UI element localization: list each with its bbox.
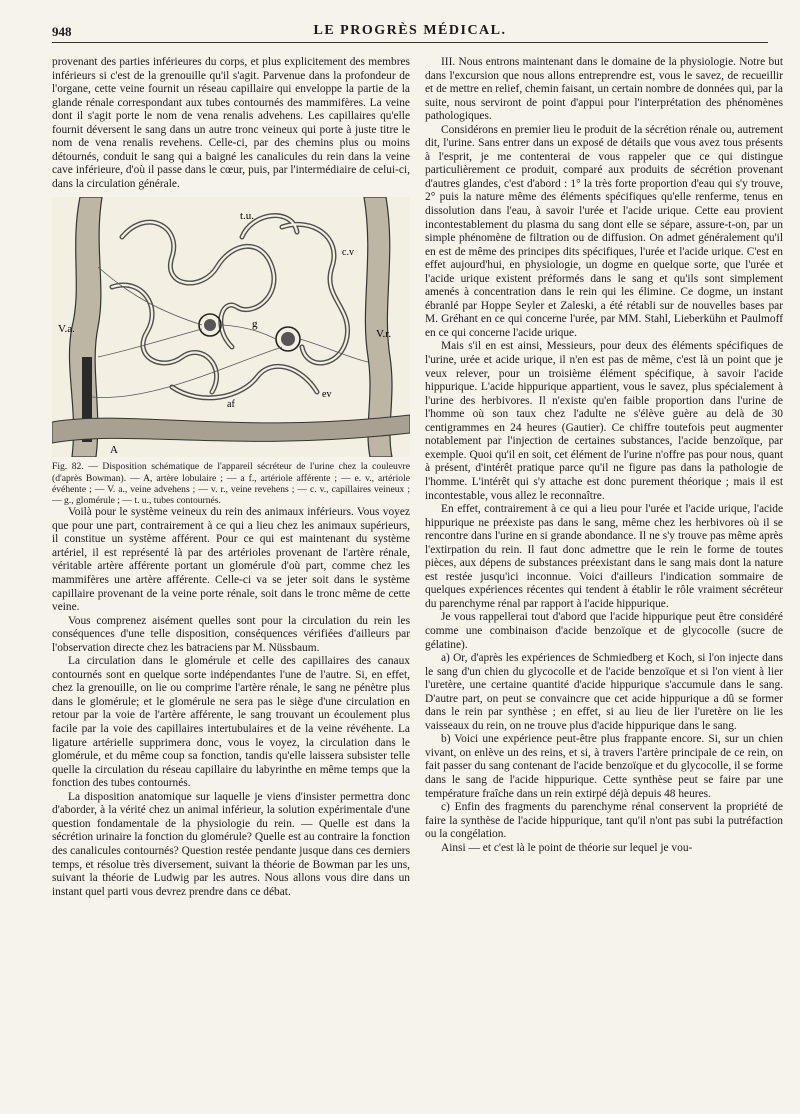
paragraph: La disposition anatomique sur laquelle je viens d'insister permettra donc d'aborder, à la vérité chez un animal inférieur, la solution expérimentale d'une question fondamentale de la physiologie du rein. — Quelle est dans la sécrétion urinaire la fonction du glomérule? Quelle est au contraire la fonction des canalicules contournés? Question restée pendante jusque dans ces derniers temps, et résolue très diversement, suivant la théorie de Bowman par les uns, suivant la théorie de Ludwig par les autres. Nous allons vous dire dans un instant quel parti vous devrez prendre dans ce débat. [52,790,410,898]
page-header [52,22,768,43]
paragraph: c) Enfin des fragments du parenchyme rénal conservent la propriété de faire la synthèse de l'acide hippurique, tant qu'il n'ont pas subi la putréfaction ou la congélation. [425,801,783,841]
label-vr: V.r. [376,328,392,341]
left-column [52,56,410,899]
kidney-secretory-apparatus-diagram [52,197,410,457]
figure-caption: Fig. 82. — Disposition schématique de l'appareil sécréteur de l'urine chez la couleuvre (d'après Bowman). — A, artère lobulaire ; — a f., artériole afférente ; — e. v., artériole évéhente ; — V. a., veine advehens ; — v. r., veine revehens ; — c. v., capillaires veineux ; — g., glomérule ; — t. u., tubes contournés. [52,461,410,507]
label-va: V.a. [58,323,75,336]
paragraph: III. Nous entrons maintenant dans le domaine de la physiologie. Notre but dans l'excursion que nous allons entreprendre est, vous le savez, de recueillir et de mettre en relief, chemin faisant, un certain nombre de données qui, par la suite, nous serviront de point d'appui pour l'interprétation des phénomènes pathologiques. [425,56,783,123]
paragraph: Vous comprenez aisément quelles sont pour la circulation du rein les conséquences d'une telle disposition, conséquences vérifiées d'ailleurs par l'observation directe chez les batraciens par M. Nüssbaum. [52,614,410,654]
paragraph: En effet, contrairement à ce qui a lieu pour l'urée et l'acide urique, l'acide hippurique ne préexiste pas dans le sang, même chez les herbivores où il se rencontre dans l'urine en si grande abondance. Il ne s'y trouve pas même après l'extirpation du rein. Il faut donc admettre que le rein le forme de toutes pièces, aux dépens de substances préexistant dans le sang mais dont la nature est restée jusqu'ici inconnue. Voici d'ailleurs l'indication sommaire de quelques expériences récentes qui tendent à établir le rôle vraiment sécréteur du parenchyme rénal par rapport à l'acide hippurique. [425,503,783,610]
label-tu: t.u. [240,210,255,223]
paragraph: La circulation dans le glomérule et celle des capillaires des canaux contournés sont en quelque sorte indépendantes l'une de l'autre. Si, en effet, chez la grenouille, on lie ou comprime l'artère rénale, le sang ne pénètre plus dans le glomérule; et le glomérule ne sera pas le siège d'une circulation en retour par la voie de l'artère afférente, le sang trouvant un écoulement plus facile par la voie des capillaires intertubulaires et de la veine révéhente. La ligature artérielle supprimera donc, vous le voyez, la circulation dans le glomérule, et du même coup sa fonction, tandis qu'elle laissera subsister telle quelle la circulation du réseau capillaire du labyrinthe en même temps que la fonction des tubes contournés. [52,655,410,790]
paragraph: b) Voici une expérience peut-être plus frappante encore. Si, sur un chien vivant, on enlève un des reins, et si, à travers l'artère principale de ce rein, on fait passer du sang contenant de l'acide benzoïque et du glycocolle, il se forme dans le sang de l'acide hippurique. Cette synthèse peut se faire par une température fraîche dans un rein extirpé déjà depuis 48 heures. [425,733,783,800]
paragraph: a) Or, d'après les expériences de Schmiedberg et Koch, si l'on injecte dans le sang d'un chien du glycocolle et de l'acide benzoïque et si l'on vient à lier l'uretère, une certaine quantité d'acide hippurique s'accumule dans le sang. D'autre part, on peut se convaincre que cet acide hippurique a dû se former dans le rein par synthèse ; en effet, si au lieu de lier l'uretère on lie les vaisseaux du rein, on ne trouve plus d'acide hippurique dans le sang. [425,652,783,732]
page-number: 948 [52,24,72,39]
label-cv: c.v [342,247,354,259]
paragraph: Mais s'il en est ainsi, Messieurs, pour deux des éléments spécifiques de l'urine, urée et acide urique, il n'en est pas de même, c'est là un point que je veux relever, pour un troisième élément spécifique, à savoir l'acide hippurique. L'acide hippurique appartient, vous le savez, plus spécialement à l'urine des herbivores. Il n'existe qu'en faible proportion dans l'urine de l'homme où son taux chez l'adulte ne s'élève guère au delà de 30 centigrammes en 24 heures (Gautier). Ce chiffre toutefois peut augmenter notablement par l'injection de certaines substances, l'acide benzoïque, par exemple. Quoi qu'il en soit, cet élément de l'urine n'offre pas pour nous, quant à présent, d'intérêt pratique parce qu'il ne figure pas dans la pathologie de l'homme. L'intérêt qui s'y attache est donc purement théorique ; mais il est incontestable, vous allez le reconnaître. [425,340,783,502]
label-ev: ev [322,389,332,401]
paragraph: Voilà pour le système veineux du rein des animaux inférieurs. Vous voyez que pour une part, contrairement à ce qui a lieu chez les animaux supérieurs, il constitue un système afférent. Pour ce qui est maintenant du système artériel, il est représenté là par des artérioles provenant de l'artère rénale, véritable artère afférente portant un glomérule d'où part, comme chez les mammifères une artère afférente. Celle-ci va se jeter soit dans le système capillaire provenant de la veine porte rénale, soit dans le tronc même de cette veine. [52,506,410,614]
journal-title: LE PROGRÈS MÉDICAL. [313,23,507,38]
label-af: af [227,399,235,411]
label-a: A [110,444,118,457]
kidney-diagram-figure [52,197,410,457]
paragraph: Ainsi — et c'est là le point de théorie sur lequel je vou- [441,841,693,854]
paragraph: Je vous rappellerai tout d'abord que l'acide hippurique peut être considéré comme une combinaison d'acide benzoïque et de glycocolle (sucre de gélatine). [425,611,783,651]
label-g: g [252,318,258,331]
paragraph: provenant des parties inférieures du corps, et plus explicitement des membres inférieurs si c'est de la grenouille qu'il s'agit. Parvenue dans la profondeur de l'organe, cette veine fournit un réseau capillaire qui enveloppe la partie de la glande rénale correspondant aux tubes contournés des mammifères. La veine dont il s'agit porte le nom de vena renalis advehens. Les capillaires qu'elle fournit déversent le sang dans un autre tronc veineux qui porte à juste titre le nom de vena renalis revehens. Celle-ci, par des chemins plus ou moins détournés, conduit le sang qui a baigné les canalicules du rein dans la veine cave inférieure, d'où il passe dans le cœur, puis, par l'intermédiaire de celui-ci, dans la circulation générale. [52,56,410,190]
paragraph: Considérons en premier lieu le produit de la sécrétion rénale ou, autrement dit, l'urine. Sans entrer dans un exposé de détails que vous avez tous présents à l'esprit, je me contenterai de vous rappeler que ce qui distingue particulièrement ce produit, comparé aux produits de sécrétion provenant d'autres glandes, c'est d'abord : 1° la très forte proportion d'eau qui s'y trouve, 2° puis la nature même des éléments spécifiques qu'elle renferme, tenus en dissolution dans l'eau, à savoir l'urée et l'acide urique. Cette eau provient incontestablement du plasma du sang dont elle se sépare, assure-t-on, par un simple phénomène de filtration ou de diffusion. On admet généralement qu'il en est de même des principes dits spécifiques, l'urée et l'acide urique. C'est en effet aujourd'hui, en physiologie, un dogme en quelque sorte, que l'urée et l'acide urique existent préformés dans le sang et qu'ils sont simplement amenés à concentration dans le rein qui les élimine. Ce dogme, un instant ébranlé par Hoppe Seyler et Zaleski, a été rétabli sur de nouvelles bases par M. Gréhant en ce qui concerne l'urée, par MM. Stahl, Lieberkühn et Paulmoff en ce qui concerne l'acide urique. [425,123,783,339]
right-column [425,56,783,855]
